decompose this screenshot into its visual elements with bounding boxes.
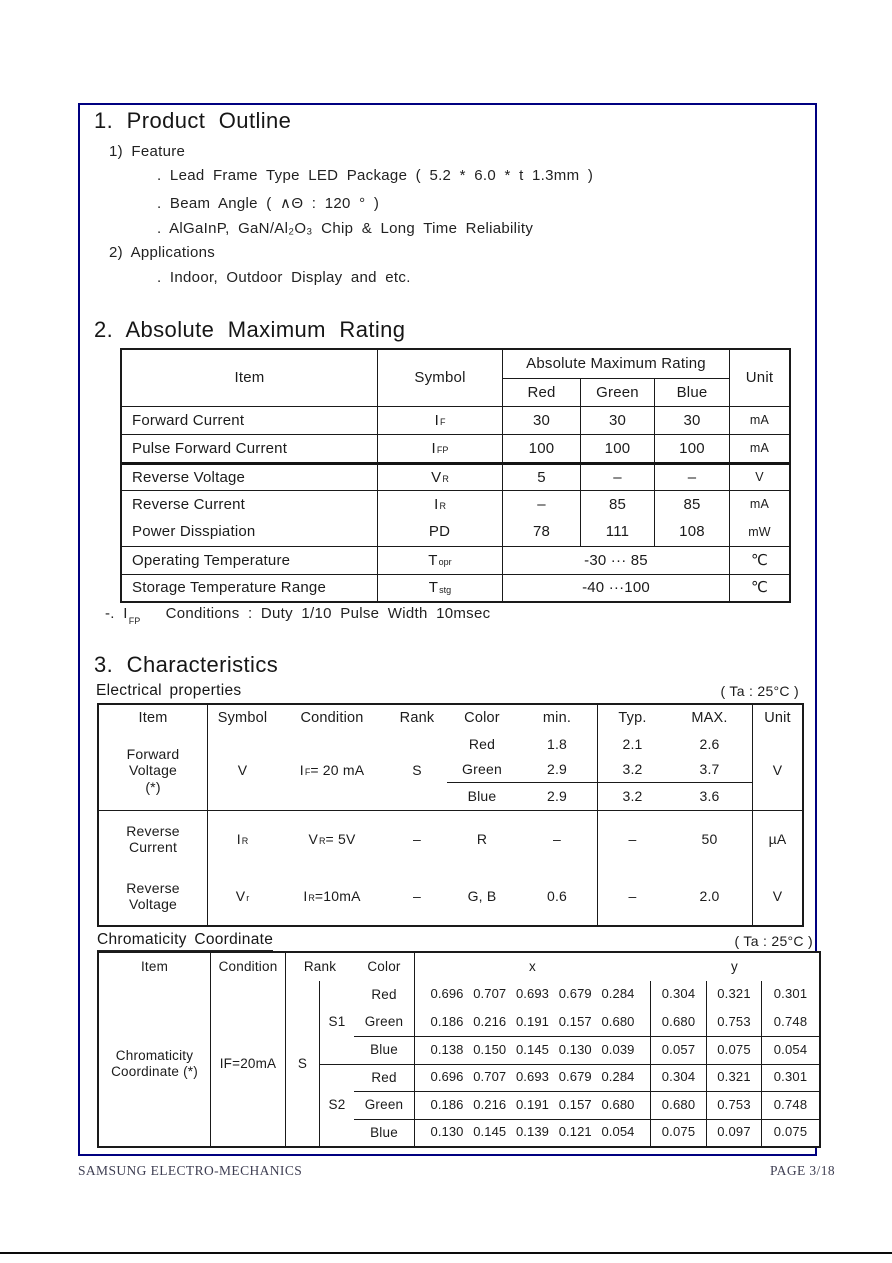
elec-fwd-max: 3.6: [699, 788, 720, 805]
amr-row-unit: mA: [729, 434, 789, 462]
elec-revvol-max: 2.0: [699, 887, 720, 904]
amr-row-unit: ℃: [729, 546, 789, 574]
elec-revvol-min: 0.6: [546, 887, 568, 904]
chro-y-value: 0.753: [706, 1009, 761, 1037]
amr-header-unit: Unit: [729, 350, 789, 406]
amr-row-red: 78: [502, 518, 580, 546]
elec-fwd-max: 2.6: [699, 735, 720, 752]
chro-x-values: 0.138 0.150 0.145 0.130 0.039: [414, 1036, 650, 1064]
section1-title: 1. Product Outline: [94, 108, 292, 133]
amr-row-range-value: -30 ··· 85: [502, 546, 729, 574]
chro-y-value: 0.301: [761, 1064, 819, 1092]
chro-y-value: 0.304: [650, 981, 706, 1009]
elec-fwd-typ: 3.2: [597, 757, 667, 783]
amr-row-red: 100: [502, 434, 580, 462]
amr-row-green: –: [580, 462, 654, 490]
elec-header-min: min.: [542, 709, 572, 726]
elec-fwd-typ: 3.2: [597, 783, 667, 810]
elec-forward-symbol: V: [207, 731, 277, 810]
elec-revcur-max: 50: [667, 810, 752, 867]
elec-revcur-condition: V $_R$ = 5V: [277, 810, 387, 867]
chro-y-value: 0.753: [706, 1091, 761, 1119]
electrical-ta-note: ( Ta : 25°C ): [720, 683, 799, 699]
amr-row-symbol: I $_F$: [377, 406, 502, 434]
elec-fwd-max: 3.7: [667, 757, 752, 783]
amr-row-item: Operating Temperature: [122, 546, 377, 574]
applications-heading: 2) Applications: [109, 244, 216, 261]
elec-revvol-typ: –: [597, 867, 667, 925]
application-item-1: . Indoor, Outdoor Display and etc.: [157, 269, 411, 286]
chro-header-item: Item: [140, 959, 169, 975]
amr-row-item: Reverse Voltage: [122, 462, 377, 490]
elec-fwd-min: 2.9: [517, 757, 597, 783]
amr-row-green: 100: [580, 434, 654, 462]
feature-heading: 1) Feature: [109, 143, 186, 160]
elec-revvol-condition: I $_R$ =10mA: [303, 887, 361, 904]
chro-y-value: 0.321: [706, 981, 761, 1009]
elec-revvol-symbol: V $_r$: [207, 867, 277, 925]
chro-header-y: y: [731, 959, 738, 975]
footer-company: SAMSUNG ELECTRO-MECHANICS: [78, 1163, 303, 1178]
elec-fwd-color: Red: [468, 735, 496, 752]
elec-fwd-color: Green: [447, 757, 517, 783]
elec-revvol-rank: –: [413, 887, 421, 904]
elec-header-symbol: Symbol: [207, 705, 277, 731]
chro-color: Green: [364, 1014, 404, 1030]
amr-row-green: 30: [580, 406, 654, 434]
amr-row-range-value: -40 ···100: [502, 574, 729, 601]
chro-color: Red: [371, 986, 397, 1002]
chromaticity-subtitle: Chromaticity Coordinate: [97, 931, 273, 951]
chro-color: Green: [354, 1091, 414, 1119]
chro-header-condition: Condition: [210, 953, 285, 981]
amr-row-unit: ℃: [729, 574, 789, 601]
amr-row-blue: –: [654, 462, 729, 490]
elec-forward-unit: V: [752, 731, 802, 810]
footer-page-number: PAGE 3/18: [770, 1163, 835, 1178]
chro-x-values: 0.186 0.216 0.191 0.157 0.680: [414, 1009, 650, 1037]
chro-rank-s2: S2: [319, 1064, 354, 1147]
chro-y-value: 0.054: [761, 1036, 819, 1064]
elec-forward-item: Forward Voltage (*): [126, 746, 180, 795]
chro-y-value: 0.680: [650, 1091, 706, 1119]
amr-row-symbol: V $_R$: [377, 462, 502, 490]
amr-footnote: -. $I_{FP}$ Conditions : Duty 1/10 Pulse Width 10msec: [105, 605, 491, 626]
chro-y-value: 0.321: [706, 1064, 761, 1092]
elec-header-item: Item: [138, 709, 168, 726]
elec-revcur-typ: –: [597, 810, 667, 867]
section3-title: 3. Characteristics: [94, 652, 279, 677]
section2-title: 2. Absolute Maximum Rating: [94, 317, 406, 342]
elec-header-unit: Unit: [752, 705, 802, 731]
chro-y-value: 0.075: [706, 1036, 761, 1064]
elec-header-rank: Rank: [399, 709, 435, 726]
amr-row-blue: 108: [654, 518, 729, 546]
chro-y-value: 0.680: [650, 1009, 706, 1037]
amr-header-blue: Blue: [654, 379, 729, 406]
elec-fwd-min: 2.9: [546, 788, 568, 805]
chro-x-values: 0.696 0.707 0.693 0.679 0.284: [414, 1064, 650, 1092]
amr-header-green: Green: [580, 379, 654, 406]
amr-header-symbol: Symbol: [377, 350, 502, 406]
chromaticity-table: [97, 951, 821, 1148]
chro-color: Red: [354, 1064, 414, 1092]
elec-header-color: Color: [464, 709, 500, 726]
chro-x-values: 0.186 0.216 0.191 0.157 0.680: [414, 1091, 650, 1119]
elec-revvol-color: G, B: [467, 887, 497, 904]
elec-forward-condition: I $_F$ = 20 mA: [299, 762, 365, 779]
amr-row-blue: 85: [654, 490, 729, 518]
amr-row-symbol: I $_{FP}$: [377, 434, 502, 462]
chro-color: Blue: [354, 1119, 414, 1147]
elec-revcur-item: Reverse Current: [99, 810, 207, 867]
amr-row-unit: V: [729, 462, 789, 490]
amr-row-item: Forward Current: [122, 406, 377, 434]
chro-header-rank: Rank: [285, 953, 354, 981]
content-border-box: [78, 103, 817, 1156]
chro-item: Chromaticity Coordinate (*): [111, 1047, 198, 1079]
chro-y-value: 0.748: [761, 1091, 819, 1119]
electrical-properties-table: [97, 703, 804, 927]
amr-header-item: Item: [234, 369, 265, 387]
chro-y-value: 0.075: [761, 1119, 819, 1147]
elec-revcur-color: R: [447, 810, 517, 867]
chro-condition: IF=20mA: [210, 981, 285, 1146]
feature-item-2: . Beam Angle ( ∧Θ : 120 ° ): [157, 195, 380, 212]
elec-header-condition: Condition: [300, 709, 364, 726]
amr-row-unit: mA: [729, 406, 789, 434]
amr-header-red: Red: [502, 379, 580, 406]
elec-forward-rank: S: [412, 762, 422, 779]
amr-row-red: 5: [502, 462, 580, 490]
amr-row-blue: 100: [654, 434, 729, 462]
amr-row-symbol: PD: [377, 518, 502, 546]
chro-y-value: 0.057: [650, 1036, 706, 1064]
chro-y-value: 0.097: [706, 1119, 761, 1147]
amr-row-item: Reverse Current: [122, 490, 377, 518]
feature-item-1: . Lead Frame Type LED Package ( 5.2 * 6.0 * t 1.3mm ): [157, 167, 594, 184]
chro-y-value: 0.301: [761, 981, 819, 1009]
amr-row-red: –: [502, 490, 580, 518]
chro-y-value: 0.075: [650, 1119, 706, 1147]
chromaticity-ta-note: ( Ta : 25°C ): [734, 933, 813, 949]
absolute-maximum-rating-table: [120, 348, 791, 603]
feature-item-3: . AlGaInP, GaN/Al₂O₃ Chip & Long Time Reliability: [157, 220, 534, 237]
amr-row-unit: mA: [729, 490, 789, 518]
bottom-rule: [0, 1252, 892, 1254]
chro-y-value: 0.748: [761, 1009, 819, 1037]
amr-row-green: 111: [580, 518, 654, 546]
elec-header-typ: Typ.: [597, 705, 667, 731]
elec-revcur-unit: µA: [752, 810, 802, 867]
elec-header-max: MAX.: [691, 709, 728, 726]
chro-x-values: 0.130 0.145 0.139 0.121 0.054: [414, 1119, 650, 1147]
amr-row-item: Storage Temperature Range: [122, 574, 377, 601]
elec-revcur-symbol: I $_R$: [207, 810, 277, 867]
amr-row-symbol: T $_{stg}$: [377, 574, 502, 601]
amr-row-unit: mW: [729, 518, 789, 546]
amr-row-symbol: T $_{opr}$: [377, 546, 502, 574]
elec-fwd-typ: 2.1: [597, 731, 667, 757]
chro-x-values: 0.696 0.707 0.693 0.679 0.284: [414, 981, 650, 1009]
chro-rank-s1: S1: [319, 981, 354, 1064]
amr-row-blue: 30: [654, 406, 729, 434]
elec-revcur-min: –: [517, 810, 597, 867]
chro-color: Blue: [354, 1036, 414, 1064]
electrical-subtitle: Electrical properties: [96, 682, 242, 699]
elec-fwd-color: Blue: [467, 788, 497, 805]
elec-revcur-rank: –: [387, 810, 447, 867]
amr-row-item: Pulse Forward Current: [122, 434, 377, 462]
chro-header-x: x: [414, 953, 650, 981]
elec-revvol-item: Reverse Voltage: [126, 879, 180, 912]
amr-row-symbol: I $_R$: [377, 490, 502, 518]
elec-revvol-unit: V: [752, 867, 802, 925]
elec-fwd-min: 1.8: [546, 735, 568, 752]
chro-rank-s: S: [285, 981, 319, 1146]
amr-header-group: Absolute Maximum Rating: [502, 350, 729, 379]
amr-row-green: 85: [580, 490, 654, 518]
amr-row-item: Power Disspiation: [132, 523, 256, 541]
amr-row-red: 30: [502, 406, 580, 434]
chro-header-color: Color: [367, 959, 401, 975]
chro-y-value: 0.304: [650, 1064, 706, 1092]
